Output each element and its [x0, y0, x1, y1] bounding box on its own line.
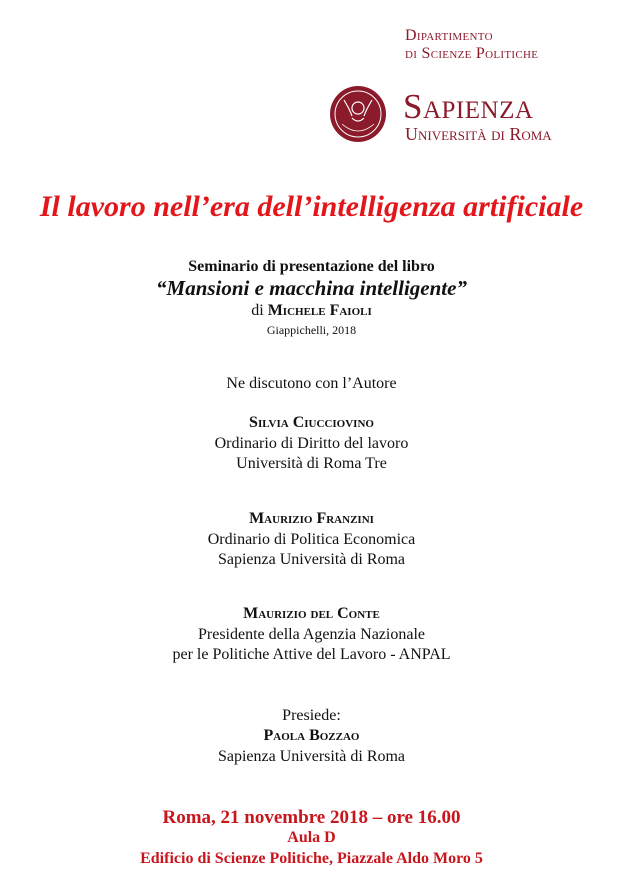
chair-name: Paola Bozzao	[263, 727, 360, 744]
discussants-intro: Ne discutono con l’Autore	[226, 375, 397, 392]
speaker-role: Presidente della Agenzia Nazionale	[197, 626, 425, 643]
book-author: Michele Faioli	[267, 302, 372, 319]
book-intro: Seminario di presentazione del libro	[188, 258, 435, 275]
speaker-name: Silvia Ciucciovino	[249, 414, 374, 431]
event-date-time: Roma, 21 novembre 2018 – ore 16.00	[162, 807, 461, 828]
speaker-affiliation: Università di Roma Tre	[236, 455, 387, 472]
event-title: Il lavoro nell’era dell’intelligenza artificiale	[39, 190, 584, 223]
book-author-line	[0, 302, 623, 320]
speaker-affiliation: Sapienza Università di Roma	[217, 551, 406, 568]
author-prefix: di	[251, 302, 264, 319]
book-title: “Mansioni e macchina intelligente”	[156, 276, 467, 300]
department-line-2: di Scienze Politiche	[405, 45, 539, 62]
speaker-role: Ordinario di Politica Economica	[207, 531, 416, 548]
university-subtitle: Università di Roma	[405, 124, 552, 144]
department-line-1: Dipartimento	[405, 27, 493, 44]
event-room: Aula D	[287, 829, 336, 846]
speaker-name: Maurizio del Conte	[243, 605, 380, 622]
chair-affiliation: Sapienza Università di Roma	[217, 748, 406, 765]
event-location: Edificio di Scienze Politiche, Piazzale Aldo Moro 5	[140, 850, 483, 867]
speaker-role: Ordinario di Diritto del lavoro	[214, 435, 409, 452]
university-name: Sapienza	[403, 87, 534, 126]
sapienza-seal-logo	[330, 86, 386, 142]
speaker-affiliation: per le Politiche Attive del Lavoro - ANPAL	[172, 646, 451, 663]
book-publisher: Giappichelli, 2018	[266, 323, 357, 337]
chair-label: Presiede:	[282, 707, 341, 724]
speaker-name: Maurizio Franzini	[249, 510, 374, 527]
